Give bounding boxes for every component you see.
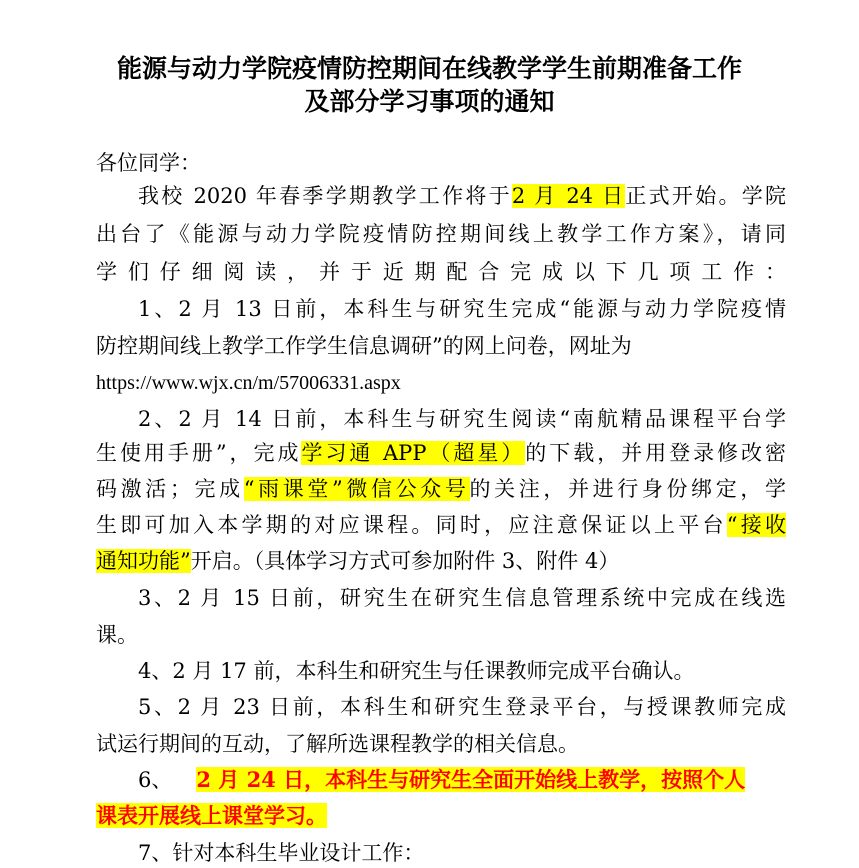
- item-2-line-2: [96, 438, 786, 468]
- notification-highlight-a: “接收: [726, 513, 786, 537]
- item-2-line-5: [96, 546, 786, 576]
- item-5-line-1: 5、2 月 23 日前，本科生和研究生登录平台，与授课教师完成: [138, 695, 786, 719]
- item-2-line-4: [96, 510, 786, 540]
- item-7-line-1: 7、针对本科生毕业设计工作：: [138, 841, 425, 865]
- item-6-emphasis-b: 课表开展线上课堂学习。: [96, 803, 327, 828]
- item-6-number: 6、: [138, 768, 173, 792]
- xuexitong-app-highlight: 学习通 APP（超星）: [301, 441, 526, 465]
- item-2-text-d: 的关注，并进行身份绑定，学: [469, 477, 787, 501]
- item-1-line-1: 1、2 月 13 日前，本科生与研究生完成“能源与动力学院疫情: [138, 297, 786, 321]
- notice-title-line-1: 能源与动力学院疫情防控期间在线教学学生前期准备工作: [116, 54, 742, 83]
- item-2-text-e: 生即可加入本学期的对应课程。同时，应注意保证以上平台: [96, 513, 727, 537]
- item-2-text-f: 开启。（具体学习方式可参加附件 3、附件 4）: [190, 549, 620, 573]
- intro-line-2: 出台了《能源与动力学院疫情防控期间线上教学工作方案》，请同: [96, 222, 786, 246]
- start-date-highlight: 2 月 24 日: [511, 184, 626, 208]
- greeting: 各位同学：: [96, 151, 201, 175]
- item-2-line-1: 2、2 月 14 日前，本科生与研究生阅读“南航精品课程平台学: [138, 407, 786, 431]
- item-3-line-1: 3、2 月 15 日前，研究生在研究生信息管理系统中完成在线选: [138, 586, 786, 610]
- item-2-text-c: 码激活；完成: [96, 477, 244, 501]
- survey-url-link[interactable]: https://www.wjx.cn/m/57006331.aspx: [96, 372, 401, 394]
- item-2-text-a: 生使用手册”，完成: [96, 441, 302, 465]
- item-2-text-b: 的下载，并用登录修改密: [525, 441, 786, 465]
- intro-text-b: 正式开始。学院: [625, 184, 787, 208]
- item-6-emphasis-a: 2 月 24 日，本科生与研究生全面开始线上教学，按照个人: [196, 767, 746, 792]
- item-1-line-2: 防控期间线上教学工作学生信息调研”的网上问卷，网址为: [96, 334, 632, 358]
- item-5-line-2: 试运行期间的互动，了解所选课程教学的相关信息。: [96, 732, 579, 756]
- yuketang-highlight: “雨课堂”微信公众号: [243, 477, 470, 501]
- intro-line-1: [96, 181, 786, 211]
- item-4-line-1: 4、2 月 17 前，本科生和研究生与任课教师完成平台确认。: [138, 659, 695, 683]
- notification-highlight-b: 通知功能”: [96, 549, 191, 573]
- item-6-line-2: [96, 801, 786, 831]
- intro-text-a: 我校 2020 年春季学期教学工作将于: [138, 184, 512, 208]
- notice-title-line-2: 及部分学习事项的通知: [304, 87, 555, 116]
- item-2-line-3: [96, 474, 786, 504]
- item-6-line-1: [96, 765, 786, 795]
- intro-line-3: 学们仔细阅读，并于近期配合完成以下几项工作：: [96, 260, 786, 284]
- item-3-line-2: 课。: [96, 623, 138, 647]
